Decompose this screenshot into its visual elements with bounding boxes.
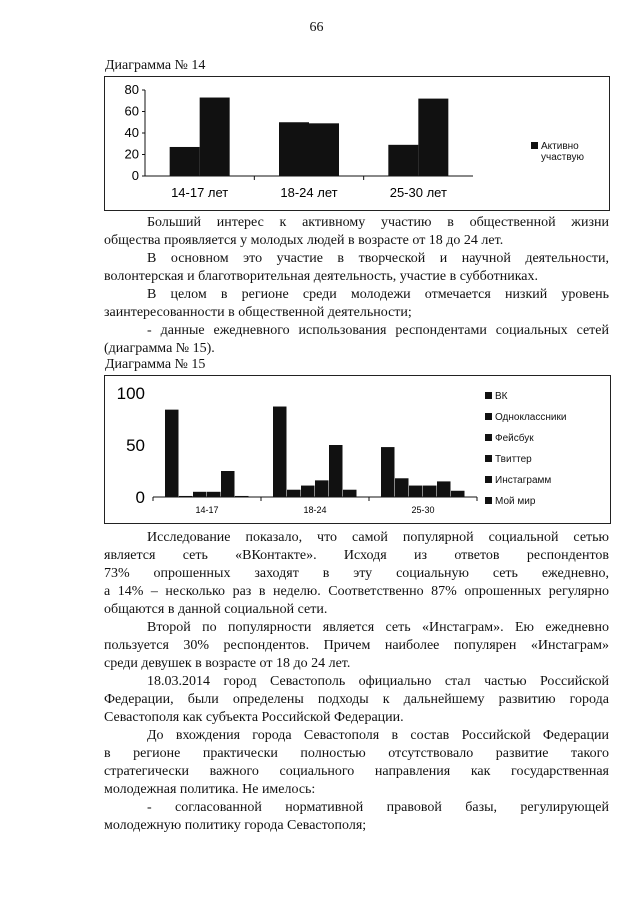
bar xyxy=(279,122,309,176)
legend-label: Фейсбук xyxy=(495,433,534,444)
text-line: В основном это участие в творческой и научной деятельности, xyxy=(147,251,609,266)
legend-swatch xyxy=(485,413,492,420)
text-line: 18.03.2014 город Севастополь официально стал частью Российской xyxy=(147,674,609,689)
x-tick-label: 14-17 лет xyxy=(171,185,229,200)
text-block-top xyxy=(104,214,609,358)
y-tick-label: 60 xyxy=(124,103,139,119)
bar xyxy=(388,145,418,176)
legend-label: Инстаграмм xyxy=(495,475,552,486)
legend-label: Мой мир xyxy=(495,496,536,507)
text-line: 73% опрошенных заходят в эту социальную сеть ежедневно, xyxy=(104,566,609,581)
bar xyxy=(395,478,409,497)
diagram-14-caption: Диаграмма № 14 xyxy=(105,58,206,73)
legend-item xyxy=(485,412,566,423)
legend-label: ВК xyxy=(495,391,508,402)
bar xyxy=(451,491,465,497)
text-block-bottom xyxy=(104,529,609,835)
text-line: Второй по популярности является сеть «Инстаграм». Ею ежедневно xyxy=(147,620,609,635)
legend-item xyxy=(485,496,535,507)
text-line: - согласованной нормативной правовой базы, регулирующей xyxy=(147,800,609,815)
text-line: Севастополя как субъекта Российской Федерации. xyxy=(104,710,404,725)
text-line: Федерации, были определены подходы к дальнейшему развитию города xyxy=(104,692,609,707)
bar xyxy=(381,447,395,497)
legend-item xyxy=(485,391,508,402)
bar xyxy=(423,486,437,497)
legend-item xyxy=(485,433,534,444)
bar xyxy=(315,480,329,497)
y-tick-label: 0 xyxy=(131,168,139,183)
text-line: Больший интерес к активному участию в общественной жизни xyxy=(147,215,609,230)
legend-swatch xyxy=(485,455,492,462)
legend-swatch xyxy=(485,476,492,483)
bar xyxy=(193,492,207,497)
bar xyxy=(235,496,249,497)
page-number: 66 xyxy=(309,20,324,35)
bar xyxy=(200,98,230,176)
legend-swatch xyxy=(485,434,492,441)
legend-swatch xyxy=(485,392,492,399)
bar xyxy=(301,486,315,497)
text-line: (диаграмма № 15). xyxy=(104,341,215,356)
diagram-15-caption: Диаграмма № 15 xyxy=(105,357,206,372)
legend-swatch xyxy=(531,142,538,149)
bar xyxy=(309,123,339,176)
y-tick-label: 50 xyxy=(126,436,145,455)
diagram-15 xyxy=(104,375,611,524)
bar xyxy=(343,490,357,497)
text-line: молодежная политика. Не имелось: xyxy=(104,782,316,797)
y-tick-label: 100 xyxy=(116,384,145,403)
bar xyxy=(170,147,200,176)
bar xyxy=(165,410,179,497)
text-line: - данные ежедневного использования респондентами социальных сетей xyxy=(147,323,609,338)
text-line: В целом в регионе среди молодежи отмечается низкий уровень xyxy=(147,287,609,302)
text-line: пользуется 30% респондентов. Причем наиболее популярен «Инстаграм» xyxy=(104,638,609,653)
x-tick-label: 25-30 лет xyxy=(389,185,447,200)
legend-label-line1: Активно xyxy=(541,141,579,152)
bar xyxy=(207,492,221,497)
text-line: Исследование показало, что самой популярной социальной сетью xyxy=(147,530,609,545)
text-line: среди девушек в возрасте от 18 до 24 лет. xyxy=(104,656,351,671)
text-line: общаются в данной социальной сети. xyxy=(104,602,328,617)
y-tick-label: 80 xyxy=(124,82,139,97)
text-line: молодежную политику города Севастополя; xyxy=(104,818,367,833)
legend-label: Одноклассники xyxy=(495,412,567,423)
legend-swatch xyxy=(485,497,492,504)
bar xyxy=(437,481,451,497)
y-tick-label: 20 xyxy=(124,146,139,162)
x-tick-label: 18-24 лет xyxy=(280,185,338,200)
diagram-14 xyxy=(104,76,610,211)
y-tick-label: 0 xyxy=(135,488,145,507)
legend-item xyxy=(485,475,551,486)
bar xyxy=(409,486,423,497)
text-line: является сеть «ВКонтакте». Исходя из ответов респондентов xyxy=(104,548,609,563)
text-line: заинтересованности в общественной деятельности; xyxy=(104,305,412,320)
text-line: а 14% – несколько раз в неделю. Соответственно 87% опрошенных регулярно xyxy=(104,584,609,599)
text-line: стратегически важного социального направления как государственная xyxy=(104,764,609,779)
bar xyxy=(221,471,235,497)
legend-item xyxy=(485,454,532,465)
bar xyxy=(329,445,343,497)
text-line: До вхождения города Севастополя в состав Российской Федерации xyxy=(147,728,609,743)
x-tick-label: 18-24 xyxy=(303,505,327,515)
bar xyxy=(179,496,193,497)
diagram-14-legend xyxy=(531,141,584,163)
bar xyxy=(287,490,301,497)
bar xyxy=(418,99,448,176)
y-tick-label: 40 xyxy=(124,125,139,140)
legend-label-line2: участвую xyxy=(541,152,584,163)
text-line: общества проявляется у молодых людей в возрасте от 18 до 24 лет. xyxy=(104,233,504,248)
text-line: в регионе практически полностью отсутствовало развитие такого xyxy=(104,746,609,761)
bar xyxy=(273,407,287,497)
x-tick-label: 25-30 xyxy=(411,505,435,515)
x-tick-label: 14-17 xyxy=(195,505,219,515)
legend-label: Твиттер xyxy=(495,454,532,465)
text-line: волонтерская и благотворительная деятельность, участие в субботниках. xyxy=(104,269,538,284)
